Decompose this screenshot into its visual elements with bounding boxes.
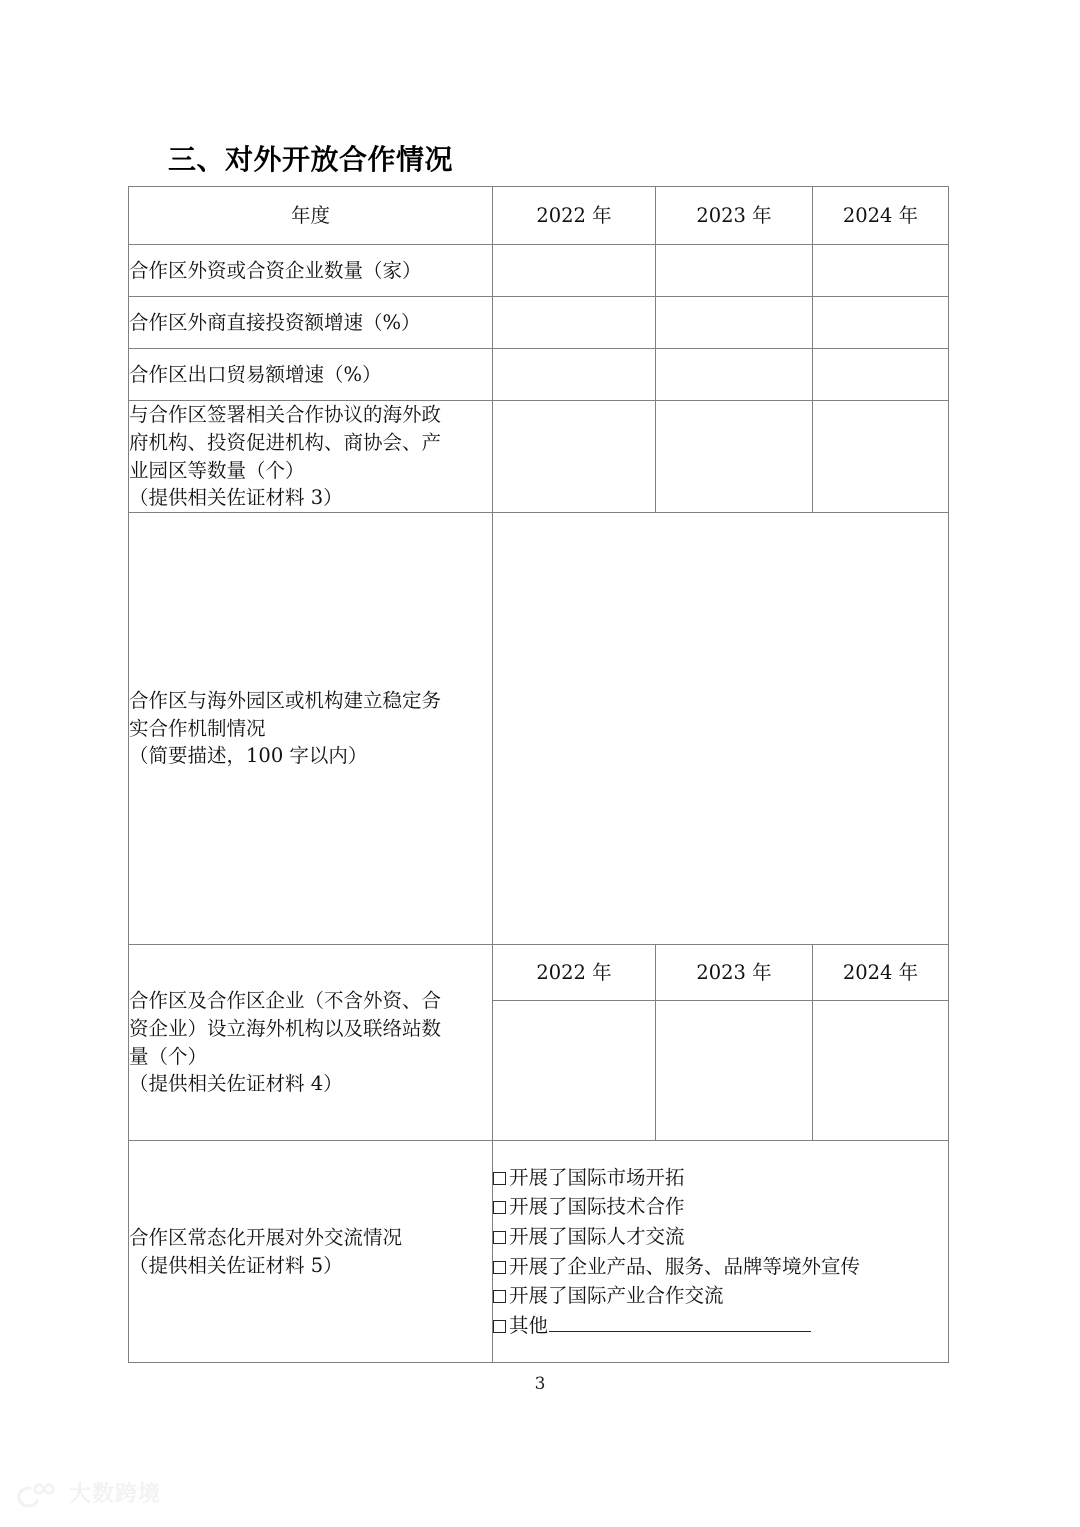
checkbox-group-exchange-activities	[493, 1141, 949, 1363]
checkbox-option-other[interactable]	[493, 1311, 948, 1341]
section-title: 三、对外开放合作情况	[168, 143, 454, 176]
row-label-line: 合作区常态化开展对外交流情况	[129, 1225, 403, 1249]
row-label-regular-exchange-activities	[129, 1141, 493, 1363]
input-cell-r1-2023[interactable]	[656, 245, 813, 297]
row-label-line: 业园区等数量（个）	[129, 458, 305, 482]
row-label-line: （提供相关佐证材料 4）	[129, 1072, 343, 1096]
input-cell-r3-2024[interactable]	[813, 349, 949, 401]
checkbox-icon[interactable]	[493, 1172, 506, 1185]
input-cell-r4-2024[interactable]	[813, 401, 949, 513]
table-header-row	[129, 187, 949, 245]
table-row	[129, 349, 949, 401]
input-cell-r6-2022[interactable]	[493, 1001, 656, 1141]
table-row	[129, 245, 949, 297]
checkbox-label: 开展了企业产品、服务、品牌等境外宣传	[509, 1254, 861, 1278]
input-cell-r4-2022[interactable]	[493, 401, 656, 513]
input-cell-r2-2024[interactable]	[813, 297, 949, 349]
checkbox-option-market-expansion[interactable]	[493, 1163, 948, 1193]
checkbox-option-overseas-promotion[interactable]	[493, 1252, 948, 1282]
checkbox-icon[interactable]	[493, 1261, 506, 1274]
checkbox-icon[interactable]	[493, 1231, 506, 1244]
row-label-line: （简要描述，100 字以内）	[129, 744, 368, 768]
row-label-fdi-growth: 合作区外商直接投资额增速（%）	[129, 297, 493, 349]
header-cell-year-2024: 2024 年	[813, 187, 949, 245]
header-cell-year-2022: 2022 年	[493, 187, 656, 245]
watermark-logo-icon	[16, 1482, 60, 1508]
row-label-foreign-enterprise-count: 合作区外资或合资企业数量（家）	[129, 245, 493, 297]
input-cell-r1-2024[interactable]	[813, 245, 949, 297]
row-label-signed-agreements-count	[129, 401, 493, 513]
checkbox-option-industry-cooperation[interactable]	[493, 1281, 948, 1311]
row-label-line: 与合作区签署相关合作协议的海外政	[129, 403, 442, 427]
checkbox-label: 开展了国际产业合作交流	[509, 1284, 724, 1308]
checkbox-option-tech-cooperation[interactable]	[493, 1192, 948, 1222]
row-label-export-growth: 合作区出口贸易额增速（%）	[129, 349, 493, 401]
table-row	[129, 513, 949, 945]
watermark-text: 大数跨境	[69, 1482, 162, 1507]
checkbox-label: 开展了国际市场开拓	[509, 1165, 685, 1189]
input-cell-r2-2022[interactable]	[493, 297, 656, 349]
row-label-line: 实合作机制情况	[129, 716, 266, 740]
checkbox-option-talent-exchange[interactable]	[493, 1222, 948, 1252]
table-row	[129, 945, 949, 1001]
row-label-line: （提供相关佐证材料 5）	[129, 1253, 343, 1277]
subheader-cell-year-2022: 2022 年	[493, 945, 656, 1001]
textarea-cell-cooperation-mechanism[interactable]	[493, 513, 949, 945]
row-label-overseas-offices-count	[129, 945, 493, 1141]
input-cell-r4-2023[interactable]	[656, 401, 813, 513]
subheader-cell-year-2024: 2024 年	[813, 945, 949, 1001]
row-label-line: （提供相关佐证材料 3）	[129, 486, 343, 510]
row-label-stable-cooperation-mechanism	[129, 513, 493, 945]
foreign-cooperation-table	[128, 186, 949, 1363]
header-cell-label: 年度	[129, 187, 493, 245]
other-text-input[interactable]	[549, 1314, 811, 1332]
input-cell-r3-2022[interactable]	[493, 349, 656, 401]
input-cell-r2-2023[interactable]	[656, 297, 813, 349]
table-row	[129, 1141, 949, 1363]
row-label-line: 合作区与海外园区或机构建立稳定务	[129, 688, 442, 712]
checkbox-label: 开展了国际人才交流	[509, 1224, 685, 1248]
checkbox-icon[interactable]	[493, 1320, 506, 1333]
input-cell-r1-2022[interactable]	[493, 245, 656, 297]
page-number: 3	[534, 1374, 546, 1394]
subheader-cell-year-2023: 2023 年	[656, 945, 813, 1001]
checkbox-label: 开展了国际技术合作	[509, 1195, 685, 1219]
checkbox-icon[interactable]	[493, 1201, 506, 1214]
row-label-line: 资企业）设立海外机构以及联络站数	[129, 1016, 442, 1040]
row-label-line: 府机构、投资促进机构、商协会、产	[129, 430, 442, 454]
table-row	[129, 401, 949, 513]
checkbox-label-other: 其他	[509, 1313, 549, 1337]
header-cell-year-2023: 2023 年	[656, 187, 813, 245]
input-cell-r3-2023[interactable]	[656, 349, 813, 401]
input-cell-r6-2023[interactable]	[656, 1001, 813, 1141]
checkbox-icon[interactable]	[493, 1290, 506, 1303]
watermark	[16, 1482, 161, 1508]
input-cell-r6-2024[interactable]	[813, 1001, 949, 1141]
row-label-line: 合作区及合作区企业（不含外资、合	[129, 989, 442, 1013]
row-label-line: 量（个）	[129, 1044, 208, 1068]
table-row	[129, 297, 949, 349]
